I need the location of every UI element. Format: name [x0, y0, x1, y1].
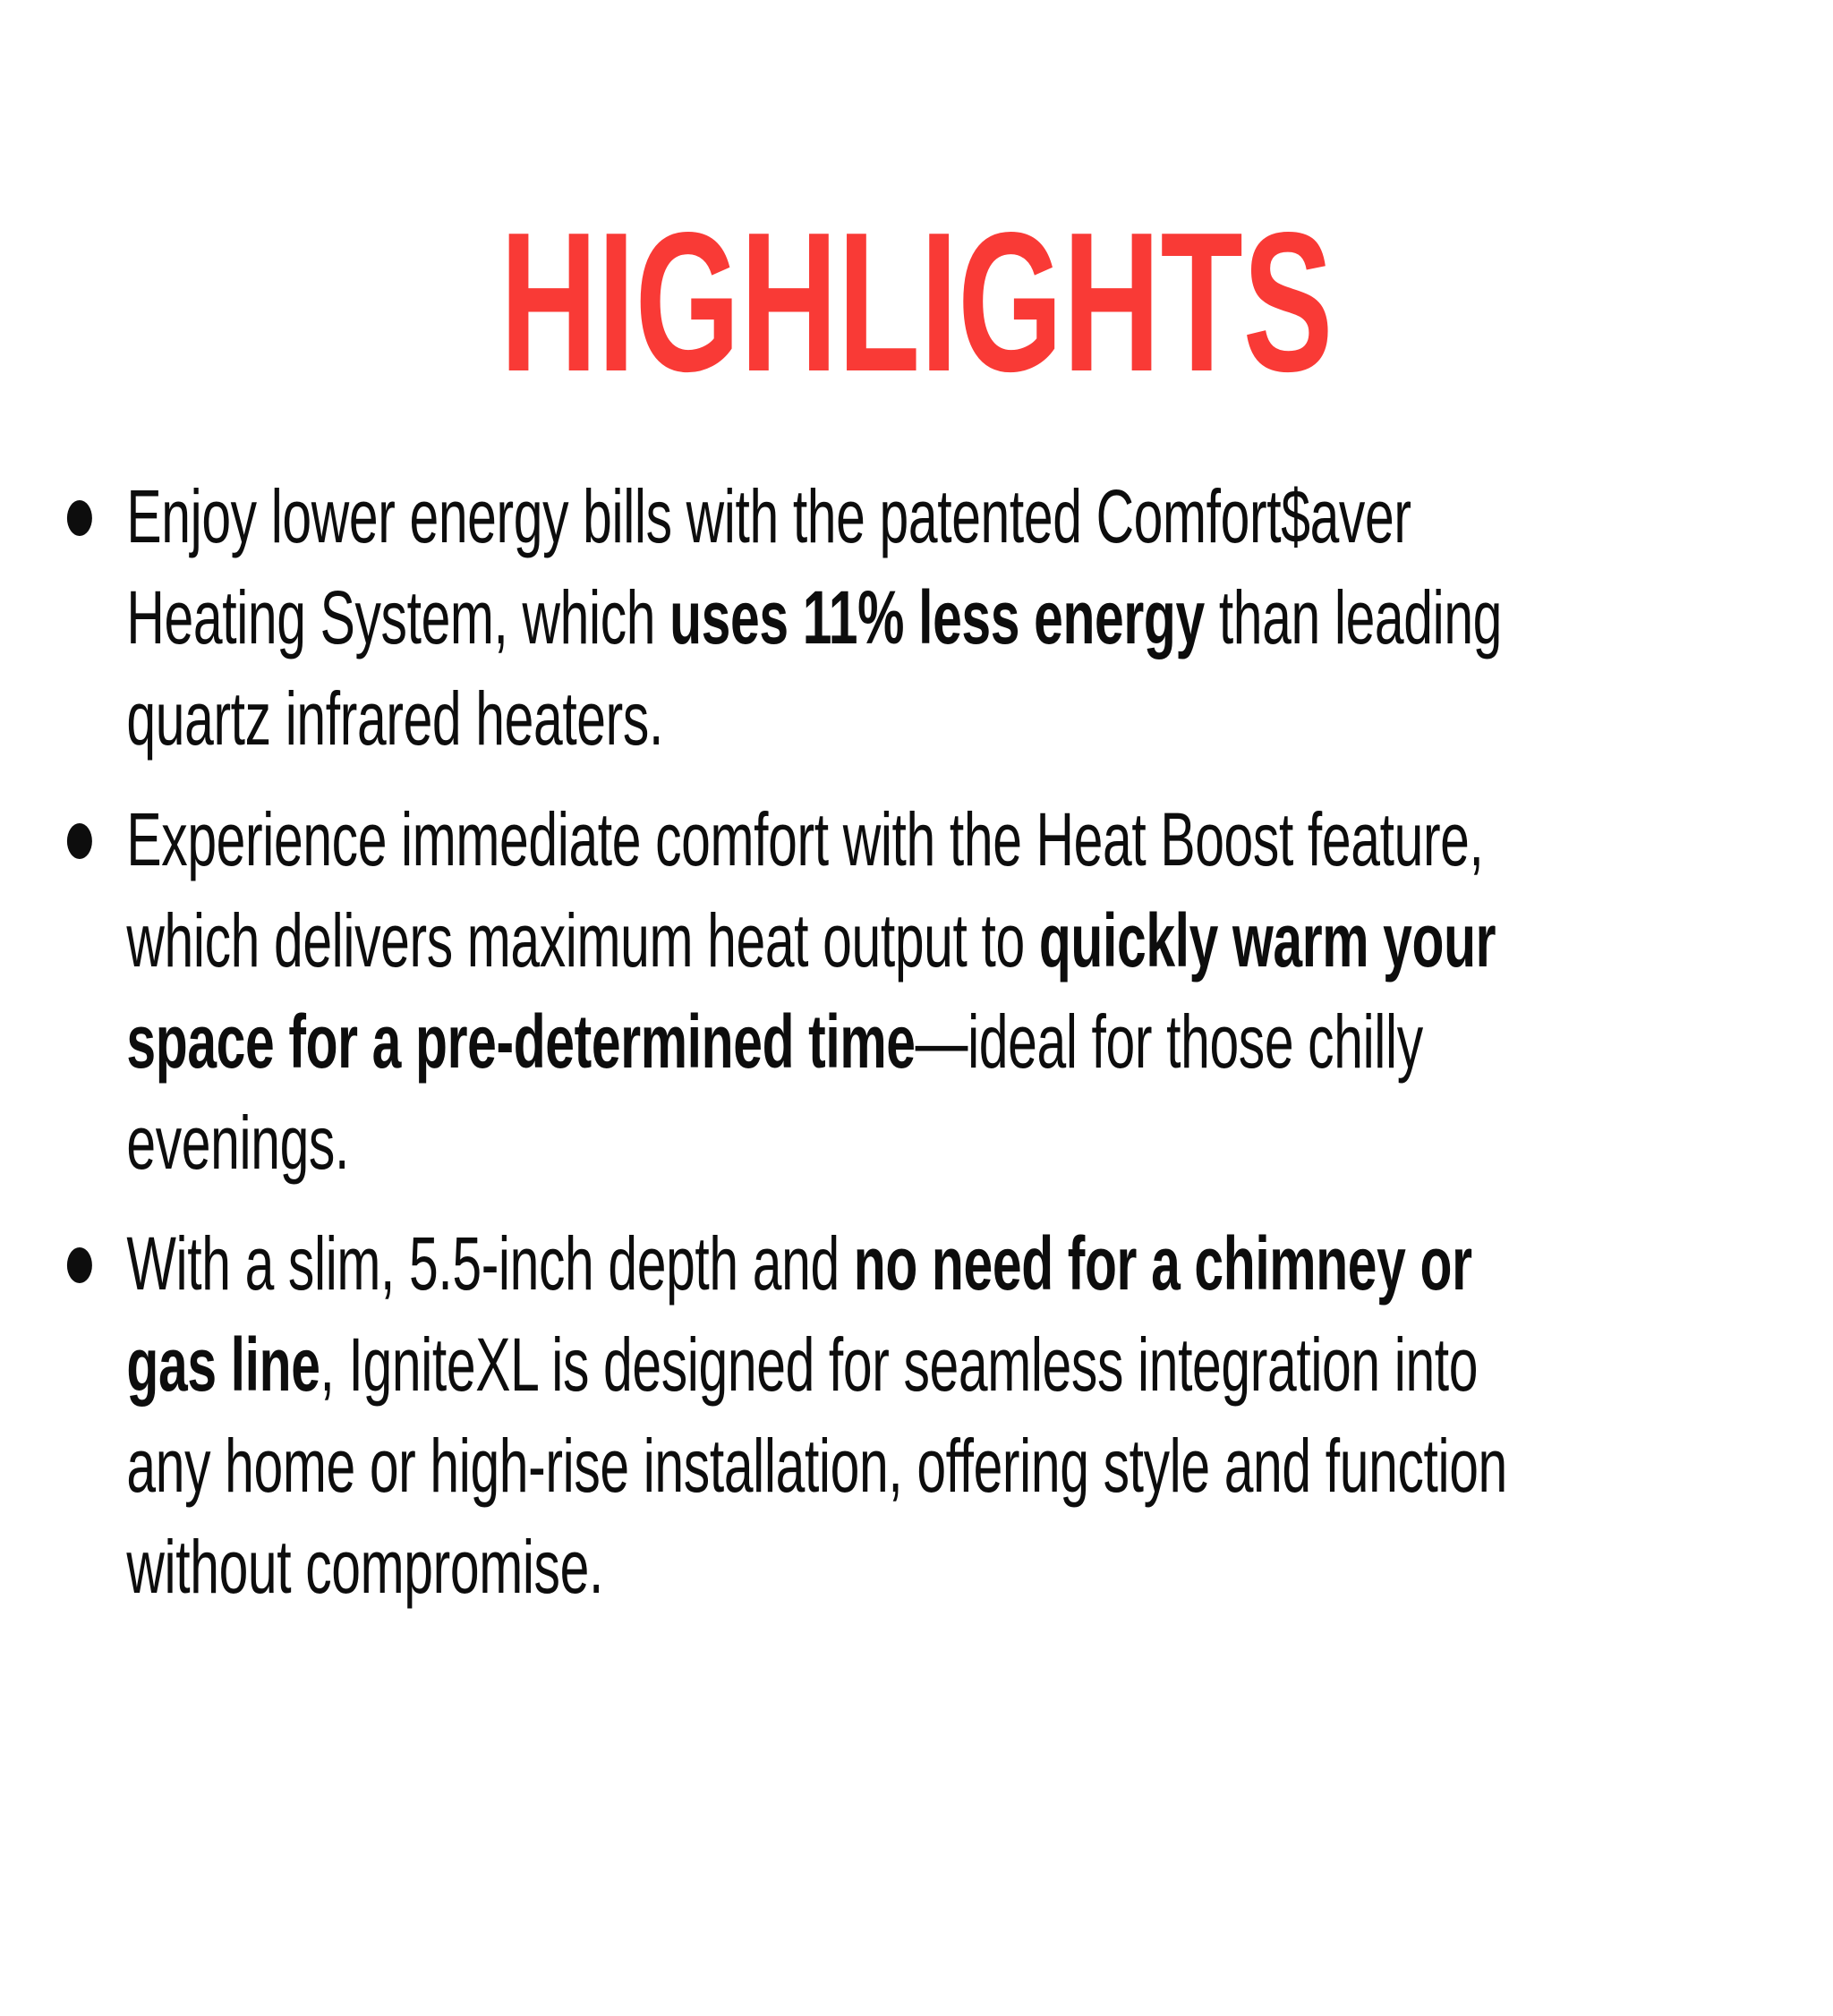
text-segment: With a slim, 5.5-inch depth and: [126, 1221, 854, 1306]
bullet-line: [126, 1314, 1507, 1416]
bullet-line: [126, 567, 1502, 668]
bullet-text: [126, 466, 1502, 770]
bullet-line: [126, 991, 1496, 1093]
text-segment: any home or high-rise installation, offering style and function: [126, 1424, 1507, 1509]
bullet-line: [126, 1213, 1507, 1314]
bullet-line: [126, 1517, 1507, 1618]
bold-text-segment: uses 11% less energy: [669, 575, 1205, 660]
text-segment: , IgniteXL is designed for seamless integration into: [320, 1323, 1479, 1408]
bold-text-segment: gas line: [126, 1323, 320, 1408]
highlights-list: [0, 466, 1832, 1618]
bullet-dot-icon: [67, 500, 92, 536]
text-segment: quartz infrared heaters.: [126, 676, 663, 761]
bullet-line: [126, 1416, 1507, 1517]
bullet-line: [126, 890, 1496, 991]
highlights-body: [0, 466, 1832, 1618]
text-segment: evenings.: [126, 1101, 349, 1186]
page-title: HIGHLIGHTS: [499, 191, 1334, 413]
text-segment: which delivers maximum heat output to: [126, 898, 1039, 983]
list-item: [67, 789, 1832, 1194]
bold-text-segment: quickly warm your: [1038, 898, 1496, 983]
text-segment: Heating System, which: [126, 575, 670, 660]
list-item: [67, 1213, 1832, 1618]
bullet-line: [126, 466, 1502, 567]
bullet-line: [126, 789, 1496, 890]
text-segment: —ideal for those chilly: [915, 999, 1423, 1085]
highlights-page: [0, 183, 1833, 2016]
bullet-dot-icon: [67, 1247, 92, 1283]
bullet-text: [126, 1213, 1507, 1618]
bullet-text: [126, 789, 1496, 1194]
text-segment: without compromise.: [126, 1525, 603, 1610]
bullet-line: [126, 668, 1502, 770]
bullet-dot-icon: [67, 823, 92, 859]
text-segment: Enjoy lower energy bills with the patented Comfort$aver: [126, 474, 1411, 559]
list-item: [67, 466, 1832, 770]
bold-text-segment: no need for a chimney or: [853, 1221, 1472, 1306]
text-segment: Experience immediate comfort with the Heat Boost feature,: [126, 797, 1484, 882]
bullet-line: [126, 1093, 1496, 1194]
text-segment: than leading: [1204, 575, 1503, 660]
bold-text-segment: space for a pre-determined time: [126, 999, 916, 1085]
